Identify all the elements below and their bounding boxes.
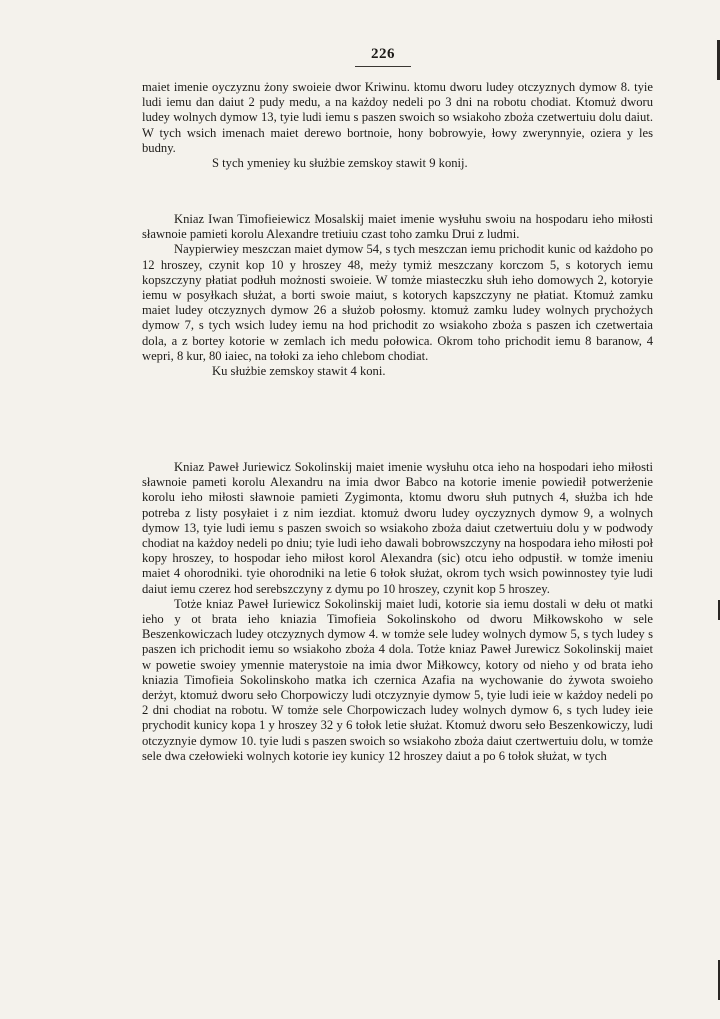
page-number: 226: [371, 46, 395, 62]
section-sokolinskij: [142, 460, 653, 764]
section-mosalskij: [142, 212, 653, 379]
paragraph: Naypierwiey meszczan maiet dymow 54, s tych meszczan iemu prichodit kunic od każdoho po 12 hroszey, czynit kop 10 y hroszey 48, meży tymiż meszczany korczom 5, s kotorych iemu kopszczyny płatiat podłuh możnosti swoieie. W tomże miasteczku słuh ieho domowych 2, kotoryie iemu w posyłkach służat, a borti swoie maiut, s kotorych kapszczyny ne płatiat. Ktomuż zamku maiet ludey otczyznych dymow 26 a służob połosmy. ktomuż zamku ludey wolnych prychożych dymow 7, s tych wsich ludey iemu na hod prichodit zo wsiakoho zboża s paszen ich czetwertaia dola, a z bortey kotorie w zemlach ich medu połowica. Okrom toho prichodit iemu 8 baranow, 4 wepri, 8 kur, 80 iaiec, na tołoki za ieho chlebom chodiat.: [142, 242, 653, 363]
service-line: S tych ymeniey ku służbie zemskoy stawit 9 konij.: [212, 156, 468, 171]
paragraph: Kniaz Paweł Juriewicz Sokolinskij maiet imenie wysłuhu otca ieho na hospodari ieho miłosti sławnoie pameti korolu Alexandru na imia dwor Babco na kotorie imenie powiedił potwerżenie korolu ieho miłosti sławnoie pamieti Zygimonta, ktomu dworu słuh putnych 4, służba ich hde potreba z listy posyłaiet i z nim iezdiat. ktomuż dworu ludey oyczyznych dymow 9, a wolnych dymow 13, tyie ludi iemu s paszen swoich so wsiakoho zboża daiut czetwertuiu dolu y w podwody chodiat na każdoy nedeli po dniu; tyie ludi ieho dawali bobrowszczyny na hospodara ieho miłosti poł kopy hroszey, to hospodar ieho miłost korol Alexandra (sic) otcu ieho odpustił. w tomże imeniu maiet 4 ohorodniki. tyie ohorodniki na letie 6 tołok służat, okrom tych wsich powinnostey tyie ludi daiut iemu czerez hod serebszczyny z dymu po 10 hroszey, czynit kop 5 hroszey.: [142, 460, 653, 596]
page-number-rule: [355, 66, 411, 67]
service-line: Ku służbie zemskoy stawit 4 koni.: [212, 364, 386, 379]
paragraph: maiet imenie oyczyznu żony swoieie dwor Kriwinu. ktomu dworu ludey otczyznych dymow 8. tyie ludi iemu dan daiut 2 pudy medu, a na każdoy nedeli po 3 dni na robotu chodiat. Ktomuż dworu ludey wolnych dymow 13, tyie ludi iemu s paszen swoich so wsiakoho zboża czetwertuiu dolu daiut. W tych wsich imenach maiet derewo bortnoie, hony bobrowyie, łowy zwerynnyie, oziera y les budny.: [142, 80, 653, 155]
section-continuation: [142, 80, 653, 171]
paragraph: Kniaz Iwan Timofieiewicz Mosalskij maiet imenie wysłuhu swoiu na hospodaru ieho miłosti sławnoie pamieti korolu Alexandre tretiuiu czast toho zamku Drui z ludmi.: [142, 212, 653, 242]
paragraph: Totże kniaz Paweł Iuriewicz Sokolinskij maiet ludi, kotorie sia iemu dostali w dełu ot matki ieho y ot brata ieho kniazia Timofieia Sokolinskoho od dworu Miłkowskoho w sele Beszenkowiczach ludey otczyznych dymow 4. w tomże sele ludey wolnych dymow 5, s tych ludey s paszen ich prichodit iemu so wsiakoho zboża 4 dola. Totże kniaz Paweł Jurewicz Sokolinskij maiet w powetie swoiey ymennie materystoie na imia dwor Miłkowcy, kotory od nieho y od brata ieho kniazia Timofieia Sokolinskoho matka ich czernica Azafia na wychowanie do żywota swoieho derżyt, ktomuż dworu seło Chorpowiczy ludi otczyznyie dymow 5, tyie ludi ieie w każdoy nedeli po 2 dni chodiat na robotu. W tomże sele Chorpowiczach ludey wolnych dymow 6, s tych ludey ieie prychodit kunicy kopa 1 y hroszey 32 y 6 tołok letie służat. Ktomuż dworu seło Beszenkowiczy, ludi otczyznyie dymow 10. tyie ludi s paszen swoich so wsiakoho zboża daiut czertwertuiu dolu, w tomże sele dwa czełowieki wolnych kotorie iey kunicy 12 hroszey daiut a po 6 tołok służat, w tych: [142, 596, 653, 763]
